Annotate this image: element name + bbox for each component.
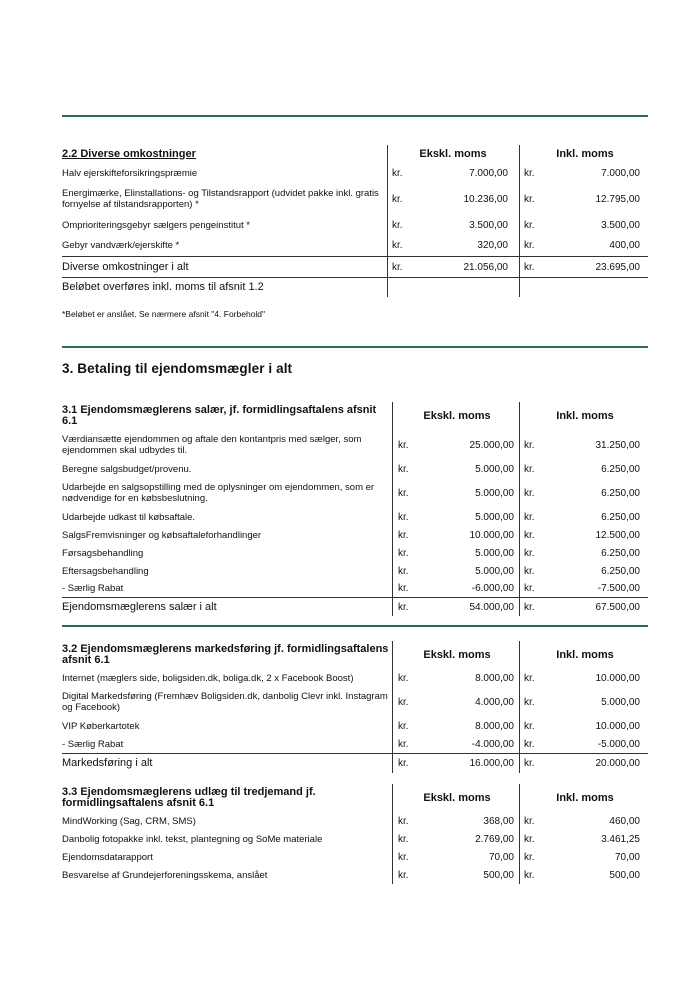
table-row <box>62 812 648 830</box>
total-row <box>62 754 648 773</box>
currency-label: kr. <box>524 463 535 475</box>
currency-label: kr. <box>392 261 403 273</box>
currency-label: kr. <box>398 529 409 541</box>
currency-label: kr. <box>398 851 409 863</box>
table-header-row <box>62 784 648 812</box>
amount-inkl: 6.250,00 <box>601 565 640 577</box>
section-title: 3. Betaling til ejendomsmægler i alt <box>62 361 293 376</box>
currency-label: kr. <box>524 869 535 881</box>
table-row <box>62 526 648 544</box>
currency-label: kr. <box>524 565 535 577</box>
column-divider <box>519 402 520 616</box>
amount-ekskl: 5.000,00 <box>475 487 514 499</box>
row-label: Ejendomsdatarapport <box>62 851 153 863</box>
currency-label: kr. <box>398 738 409 750</box>
row-label: Gebyr vandværk/ejerskifte * <box>62 239 180 251</box>
amount-ekskl: 3.500,00 <box>469 219 508 231</box>
amount-inkl: 3.461,25 <box>601 833 640 845</box>
column-divider <box>392 402 393 616</box>
amount-ekskl: -6.000,00 <box>471 583 514 594</box>
table-row <box>62 544 648 562</box>
column-divider <box>519 641 520 773</box>
currency-label: kr. <box>524 529 535 541</box>
amount-inkl: 31.250,00 <box>595 439 640 451</box>
amount-ekskl: 320,00 <box>477 239 508 251</box>
currency-label: kr. <box>398 758 409 769</box>
amount-inkl: 6.250,00 <box>601 487 640 499</box>
row-label: Beregne salgsbudget/provenu. <box>62 463 192 475</box>
currency-label: kr. <box>524 167 535 179</box>
table-title: 2.2 Diverse omkostninger <box>62 147 196 160</box>
table-row <box>62 163 648 183</box>
total-ekskl: 16.000,00 <box>469 758 514 769</box>
row-label: MindWorking (Sag, CRM, SMS) <box>62 815 196 827</box>
currency-label: kr. <box>398 815 409 827</box>
currency-label: kr. <box>398 565 409 577</box>
currency-label: kr. <box>524 851 535 863</box>
amount-ekskl: 5.000,00 <box>475 565 514 577</box>
amount-ekskl: 10.236,00 <box>463 193 508 205</box>
column-divider <box>392 641 393 773</box>
amount-inkl: 400,00 <box>609 239 640 251</box>
row-label: - Særlig Rabat <box>62 738 124 750</box>
currency-label: kr. <box>398 833 409 845</box>
amount-inkl: 500,00 <box>609 869 640 881</box>
currency-label: kr. <box>392 167 403 179</box>
col-header-inkl: Inkl. moms <box>556 410 614 422</box>
amount-inkl: 10.000,00 <box>595 720 640 732</box>
row-label: Halv ejerskifteforsikringspræmie <box>62 167 198 179</box>
currency-label: kr. <box>398 601 409 613</box>
column-divider <box>387 145 388 297</box>
currency-label: kr. <box>524 439 535 451</box>
row-label: Internet (mæglers side, boligsiden.dk, boliga.dk, 2 x Facebook Boost) <box>62 672 354 684</box>
currency-label: kr. <box>524 547 535 559</box>
currency-label: kr. <box>524 583 535 594</box>
row-label: - Særlig Rabat <box>62 583 124 594</box>
col-header-inkl: Inkl. moms <box>556 792 614 804</box>
amount-ekskl: 7.000,00 <box>469 167 508 179</box>
col-header-ekskl: Ekskl. moms <box>423 410 491 422</box>
row-label: Værdiansætte ejendommen og aftale den kontantpris med sælger, som ejendommen skal udbydes til. <box>62 434 362 456</box>
table-udlaeg-tredjemand <box>62 784 648 884</box>
table-row <box>62 183 648 215</box>
row-label: Udarbejde udkast til købsaftale. <box>62 511 196 523</box>
table-row <box>62 508 648 526</box>
row-label: Digital Markedsføring (Fremhæv Boligsiden.dk, danbolig Clevr inkl. Instagram og Facebook) <box>62 691 388 713</box>
amount-ekskl: 2.769,00 <box>475 833 514 845</box>
total-inkl: 23.695,00 <box>595 261 640 273</box>
amount-ekskl: 368,00 <box>483 815 514 827</box>
currency-label: kr. <box>524 219 535 231</box>
table-row <box>62 669 648 687</box>
amount-inkl: 7.000,00 <box>601 167 640 179</box>
currency-label: kr. <box>524 601 535 613</box>
amount-inkl: 6.250,00 <box>601 511 640 523</box>
table-row <box>62 735 648 753</box>
row-label: Danbolig fotopakke inkl. tekst, plantegning og SoMe materiale <box>62 833 323 845</box>
currency-label: kr. <box>524 720 535 732</box>
currency-label: kr. <box>398 511 409 523</box>
row-label: Energimærke, Elinstallations- og Tilstandsrapport (udvidet pakke inkl. gratis fornyelse af tilstandsrapporten) * <box>62 188 379 210</box>
currency-label: kr. <box>392 219 403 231</box>
table-row <box>62 866 648 884</box>
amount-inkl: 12.795,00 <box>595 193 640 205</box>
currency-label: kr. <box>524 833 535 845</box>
amount-ekskl: 8.000,00 <box>475 720 514 732</box>
total-ekskl: 21.056,00 <box>463 261 508 273</box>
amount-inkl: 5.000,00 <box>601 696 640 708</box>
amount-inkl: 6.250,00 <box>601 547 640 559</box>
table-row <box>62 215 648 235</box>
row-label: Udarbejde en salgsopstilling med de oplysninger om ejendommen, som er nødvendige for en købsbeslutning. <box>62 482 375 504</box>
amount-inkl: 6.250,00 <box>601 463 640 475</box>
table-header-row <box>62 402 648 430</box>
currency-label: kr. <box>398 869 409 881</box>
table-header-row <box>62 145 648 163</box>
table-maeglersalaer <box>62 402 648 616</box>
col-header-ekskl: Ekskl. moms <box>423 792 491 804</box>
total-inkl: 20.000,00 <box>595 758 640 769</box>
total-inkl: 67.500,00 <box>595 601 640 613</box>
row-label: Omprioriteringsgebyr sælgers pengeinstitut * <box>62 219 250 231</box>
currency-label: kr. <box>524 239 535 251</box>
currency-label: kr. <box>398 696 409 708</box>
currency-label: kr. <box>398 439 409 451</box>
section-divider <box>62 625 648 627</box>
currency-label: kr. <box>398 720 409 732</box>
currency-label: kr. <box>398 487 409 499</box>
total-label: Diverse omkostninger i alt <box>62 260 189 273</box>
column-divider <box>519 784 520 884</box>
footnote: *Beløbet er anslået. Se nærmere afsnit "4. Forbehold" <box>62 309 266 319</box>
table-diverse-omkostninger <box>62 145 648 297</box>
transfer-note: Beløbet overføres inkl. moms til afsnit 1.2 <box>62 281 264 293</box>
amount-ekskl: 25.000,00 <box>469 439 514 451</box>
table-row <box>62 430 648 460</box>
col-header-ekskl: Ekskl. moms <box>419 148 487 160</box>
table-header-row <box>62 641 648 669</box>
row-label: VIP Køberkartotek <box>62 720 140 732</box>
currency-label: kr. <box>398 547 409 559</box>
row-label: Eftersagsbehandling <box>62 565 149 577</box>
amount-ekskl: -4.000,00 <box>471 738 514 750</box>
total-ekskl: 54.000,00 <box>469 601 514 613</box>
amount-ekskl: 5.000,00 <box>475 547 514 559</box>
amount-ekskl: 70,00 <box>488 851 514 863</box>
amount-ekskl: 500,00 <box>483 869 514 881</box>
currency-label: kr. <box>524 511 535 523</box>
amount-inkl: -5.000,00 <box>597 738 640 750</box>
amount-ekskl: 10.000,00 <box>469 529 514 541</box>
col-header-inkl: Inkl. moms <box>556 649 614 661</box>
currency-label: kr. <box>524 738 535 750</box>
amount-inkl: 3.500,00 <box>601 219 640 231</box>
currency-label: kr. <box>524 696 535 708</box>
currency-label: kr. <box>392 193 403 205</box>
column-divider <box>519 145 520 297</box>
currency-label: kr. <box>524 193 535 205</box>
currency-label: kr. <box>524 261 535 273</box>
amount-ekskl: 4.000,00 <box>475 696 514 708</box>
amount-inkl: 460,00 <box>609 815 640 827</box>
amount-inkl: 70,00 <box>614 851 640 863</box>
section-divider <box>62 346 648 348</box>
table-row <box>62 848 648 866</box>
table-title: 3.2 Ejendomsmæglerens markedsføring jf. formidlingsaftalens afsnit 6.1 <box>62 643 389 666</box>
table-row <box>62 830 648 848</box>
table-row <box>62 235 648 255</box>
table-title: 3.1 Ejendomsmæglerens salær, jf. formidlingsaftalens afsnit 6.1 <box>62 404 377 427</box>
amount-inkl: 12.500,00 <box>595 529 640 541</box>
table-row <box>62 580 648 597</box>
currency-label: kr. <box>398 583 409 594</box>
col-header-inkl: Inkl. moms <box>556 148 614 160</box>
total-label: Ejendomsmæglerens salær i alt <box>62 600 217 613</box>
table-row <box>62 562 648 580</box>
transfer-row <box>62 278 648 297</box>
total-label: Markedsføring i alt <box>62 757 153 769</box>
total-row <box>62 598 648 616</box>
table-row <box>62 460 648 478</box>
col-header-ekskl: Ekskl. moms <box>423 649 491 661</box>
currency-label: kr. <box>524 487 535 499</box>
currency-label: kr. <box>398 463 409 475</box>
row-label: Førsagsbehandling <box>62 547 144 559</box>
table-row <box>62 687 648 717</box>
currency-label: kr. <box>398 672 409 684</box>
amount-ekskl: 5.000,00 <box>475 511 514 523</box>
amount-ekskl: 8.000,00 <box>475 672 514 684</box>
currency-label: kr. <box>524 815 535 827</box>
currency-label: kr. <box>524 672 535 684</box>
table-markedsfoering <box>62 641 648 773</box>
column-divider <box>392 784 393 884</box>
amount-ekskl: 5.000,00 <box>475 463 514 475</box>
currency-label: kr. <box>392 239 403 251</box>
total-row <box>62 257 648 277</box>
table-title: 3.3 Ejendomsmæglerens udlæg til tredjemand jf. formidlingsaftalens afsnit 6.1 <box>62 786 316 809</box>
row-label: Besvarelse af Grundejerforeningsskema, anslået <box>62 869 268 881</box>
section-divider <box>62 115 648 117</box>
row-label: SalgsFremvisninger og købsaftaleforhandlinger <box>62 529 262 541</box>
currency-label: kr. <box>524 758 535 769</box>
amount-inkl: 10.000,00 <box>595 672 640 684</box>
table-row <box>62 478 648 508</box>
table-row <box>62 717 648 735</box>
amount-inkl: -7.500,00 <box>597 583 640 594</box>
